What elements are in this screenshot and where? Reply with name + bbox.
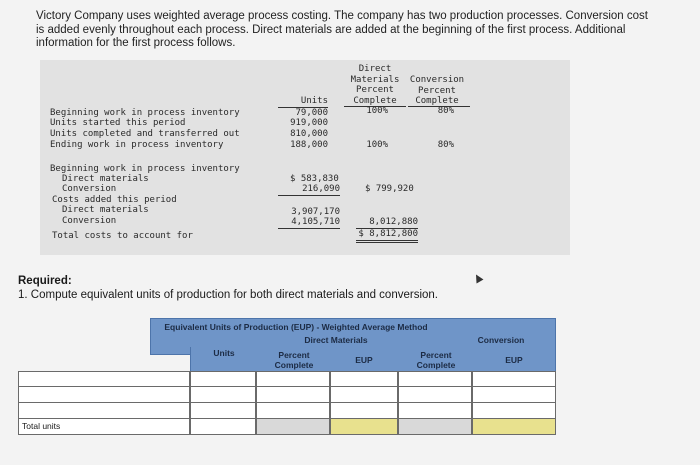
row-ewip-conv: 80% bbox=[437, 140, 454, 150]
header-dm-eup: EUP bbox=[355, 355, 373, 365]
conv-percent-input[interactable] bbox=[398, 387, 472, 403]
table-row bbox=[18, 371, 556, 387]
eup-table-grid bbox=[18, 371, 556, 435]
problem-intro: Victory Company uses weighted average process costing. The company has two production processes. Conversion cost is added evenly throughout each process. Direct materials are added at the beginning of the first process. Additional information for the first process follows. bbox=[36, 10, 648, 49]
cost-total-label: Total costs to account for bbox=[52, 231, 193, 241]
required-item-1: 1. Compute equivalent units of production for both direct materials and conversion. bbox=[18, 288, 438, 301]
conv-percent-spacer bbox=[398, 403, 472, 419]
cost-added-total: 8,012,880 bbox=[356, 217, 418, 229]
conv-eup-input[interactable] bbox=[472, 387, 556, 403]
row-completed-units: 810,000 bbox=[290, 129, 328, 139]
dm-eup-input[interactable] bbox=[330, 371, 398, 387]
row-bwip-label: Beginning work in process inventory bbox=[50, 108, 240, 118]
eup-table-title: Equivalent Units of Production (EUP) - Weighted Average Method bbox=[164, 322, 428, 332]
conv-eup-input[interactable] bbox=[472, 371, 556, 387]
cost-conv2-label: Conversion bbox=[62, 216, 117, 226]
row-bwip-dm: 100% bbox=[366, 106, 388, 116]
cost-dm-label: Direct materials bbox=[62, 174, 149, 184]
table-row bbox=[18, 387, 556, 403]
row-bwip-units: 79,000 bbox=[295, 108, 328, 118]
spacer-cell bbox=[18, 403, 190, 419]
cost-grand-total: $ 8,812,800 bbox=[356, 229, 418, 243]
row-label-input[interactable] bbox=[18, 387, 190, 403]
row-label-input[interactable] bbox=[18, 371, 190, 387]
dm-eup-spacer bbox=[330, 403, 398, 419]
conv-percent-input[interactable] bbox=[398, 371, 472, 387]
total-dm-percent-blank bbox=[256, 419, 330, 435]
cost-dm2-label: Direct materials bbox=[62, 205, 149, 215]
conv-eup-spacer bbox=[472, 403, 556, 419]
cost-bwip-conv: 216,090 bbox=[278, 184, 340, 196]
data-panel bbox=[40, 60, 570, 255]
dm-percent-input[interactable] bbox=[256, 387, 330, 403]
row-bwip-conv: 80% bbox=[437, 106, 454, 116]
header-units: Units bbox=[278, 96, 328, 108]
row-started-units: 919,000 bbox=[290, 118, 328, 128]
cost-conv-label: Conversion bbox=[62, 184, 117, 194]
header-dm-percent: Percent Complete bbox=[274, 350, 314, 370]
units-input[interactable] bbox=[190, 371, 256, 387]
cost-added-label: Costs added this period bbox=[52, 195, 177, 205]
cost-bwip-dm: $ 583,830 bbox=[290, 174, 339, 184]
total-dm-eup-input[interactable] bbox=[330, 419, 398, 435]
mouse-cursor-icon bbox=[473, 273, 484, 284]
dm-percent-spacer bbox=[256, 403, 330, 419]
header-conv-percent: Percent Complete bbox=[416, 350, 456, 370]
header-conv-eup: EUP bbox=[505, 355, 523, 365]
header-direct-materials: Direct Materials Percent Complete bbox=[350, 64, 400, 106]
required-section bbox=[18, 275, 438, 302]
header-direct-materials-group: Direct Materials bbox=[304, 335, 368, 345]
row-ewip-label: Ending work in process inventory bbox=[50, 140, 224, 150]
eup-table-subheader bbox=[190, 347, 556, 371]
units-spacer bbox=[190, 403, 256, 419]
total-conv-eup-input[interactable] bbox=[472, 419, 556, 435]
cost-bwip-total: $ 799,920 bbox=[365, 184, 414, 194]
cost-added-dm: 3,907,170 bbox=[291, 207, 340, 217]
row-started-label: Units started this period bbox=[50, 118, 186, 128]
header-conversion-group: Conversion bbox=[477, 335, 525, 345]
units-input[interactable] bbox=[190, 387, 256, 403]
cost-added-conv: 4,105,710 bbox=[278, 217, 340, 229]
total-units-label: Total units bbox=[18, 419, 190, 435]
total-units-input[interactable] bbox=[190, 419, 256, 435]
required-heading: Required: bbox=[18, 275, 72, 287]
dm-percent-input[interactable] bbox=[256, 371, 330, 387]
header-units-col: Units bbox=[213, 348, 235, 358]
total-units-row bbox=[18, 419, 556, 435]
total-conv-percent-blank bbox=[398, 419, 472, 435]
row-ewip-dm: 100% bbox=[366, 140, 388, 150]
row-ewip-units: 188,000 bbox=[290, 140, 328, 150]
row-completed-label: Units completed and transferred out bbox=[50, 129, 240, 139]
cost-bwip-label: Beginning work in process inventory bbox=[50, 164, 240, 174]
table-row bbox=[18, 403, 556, 419]
dm-eup-input[interactable] bbox=[330, 387, 398, 403]
header-conversion: Conversion Percent Complete bbox=[409, 75, 465, 106]
